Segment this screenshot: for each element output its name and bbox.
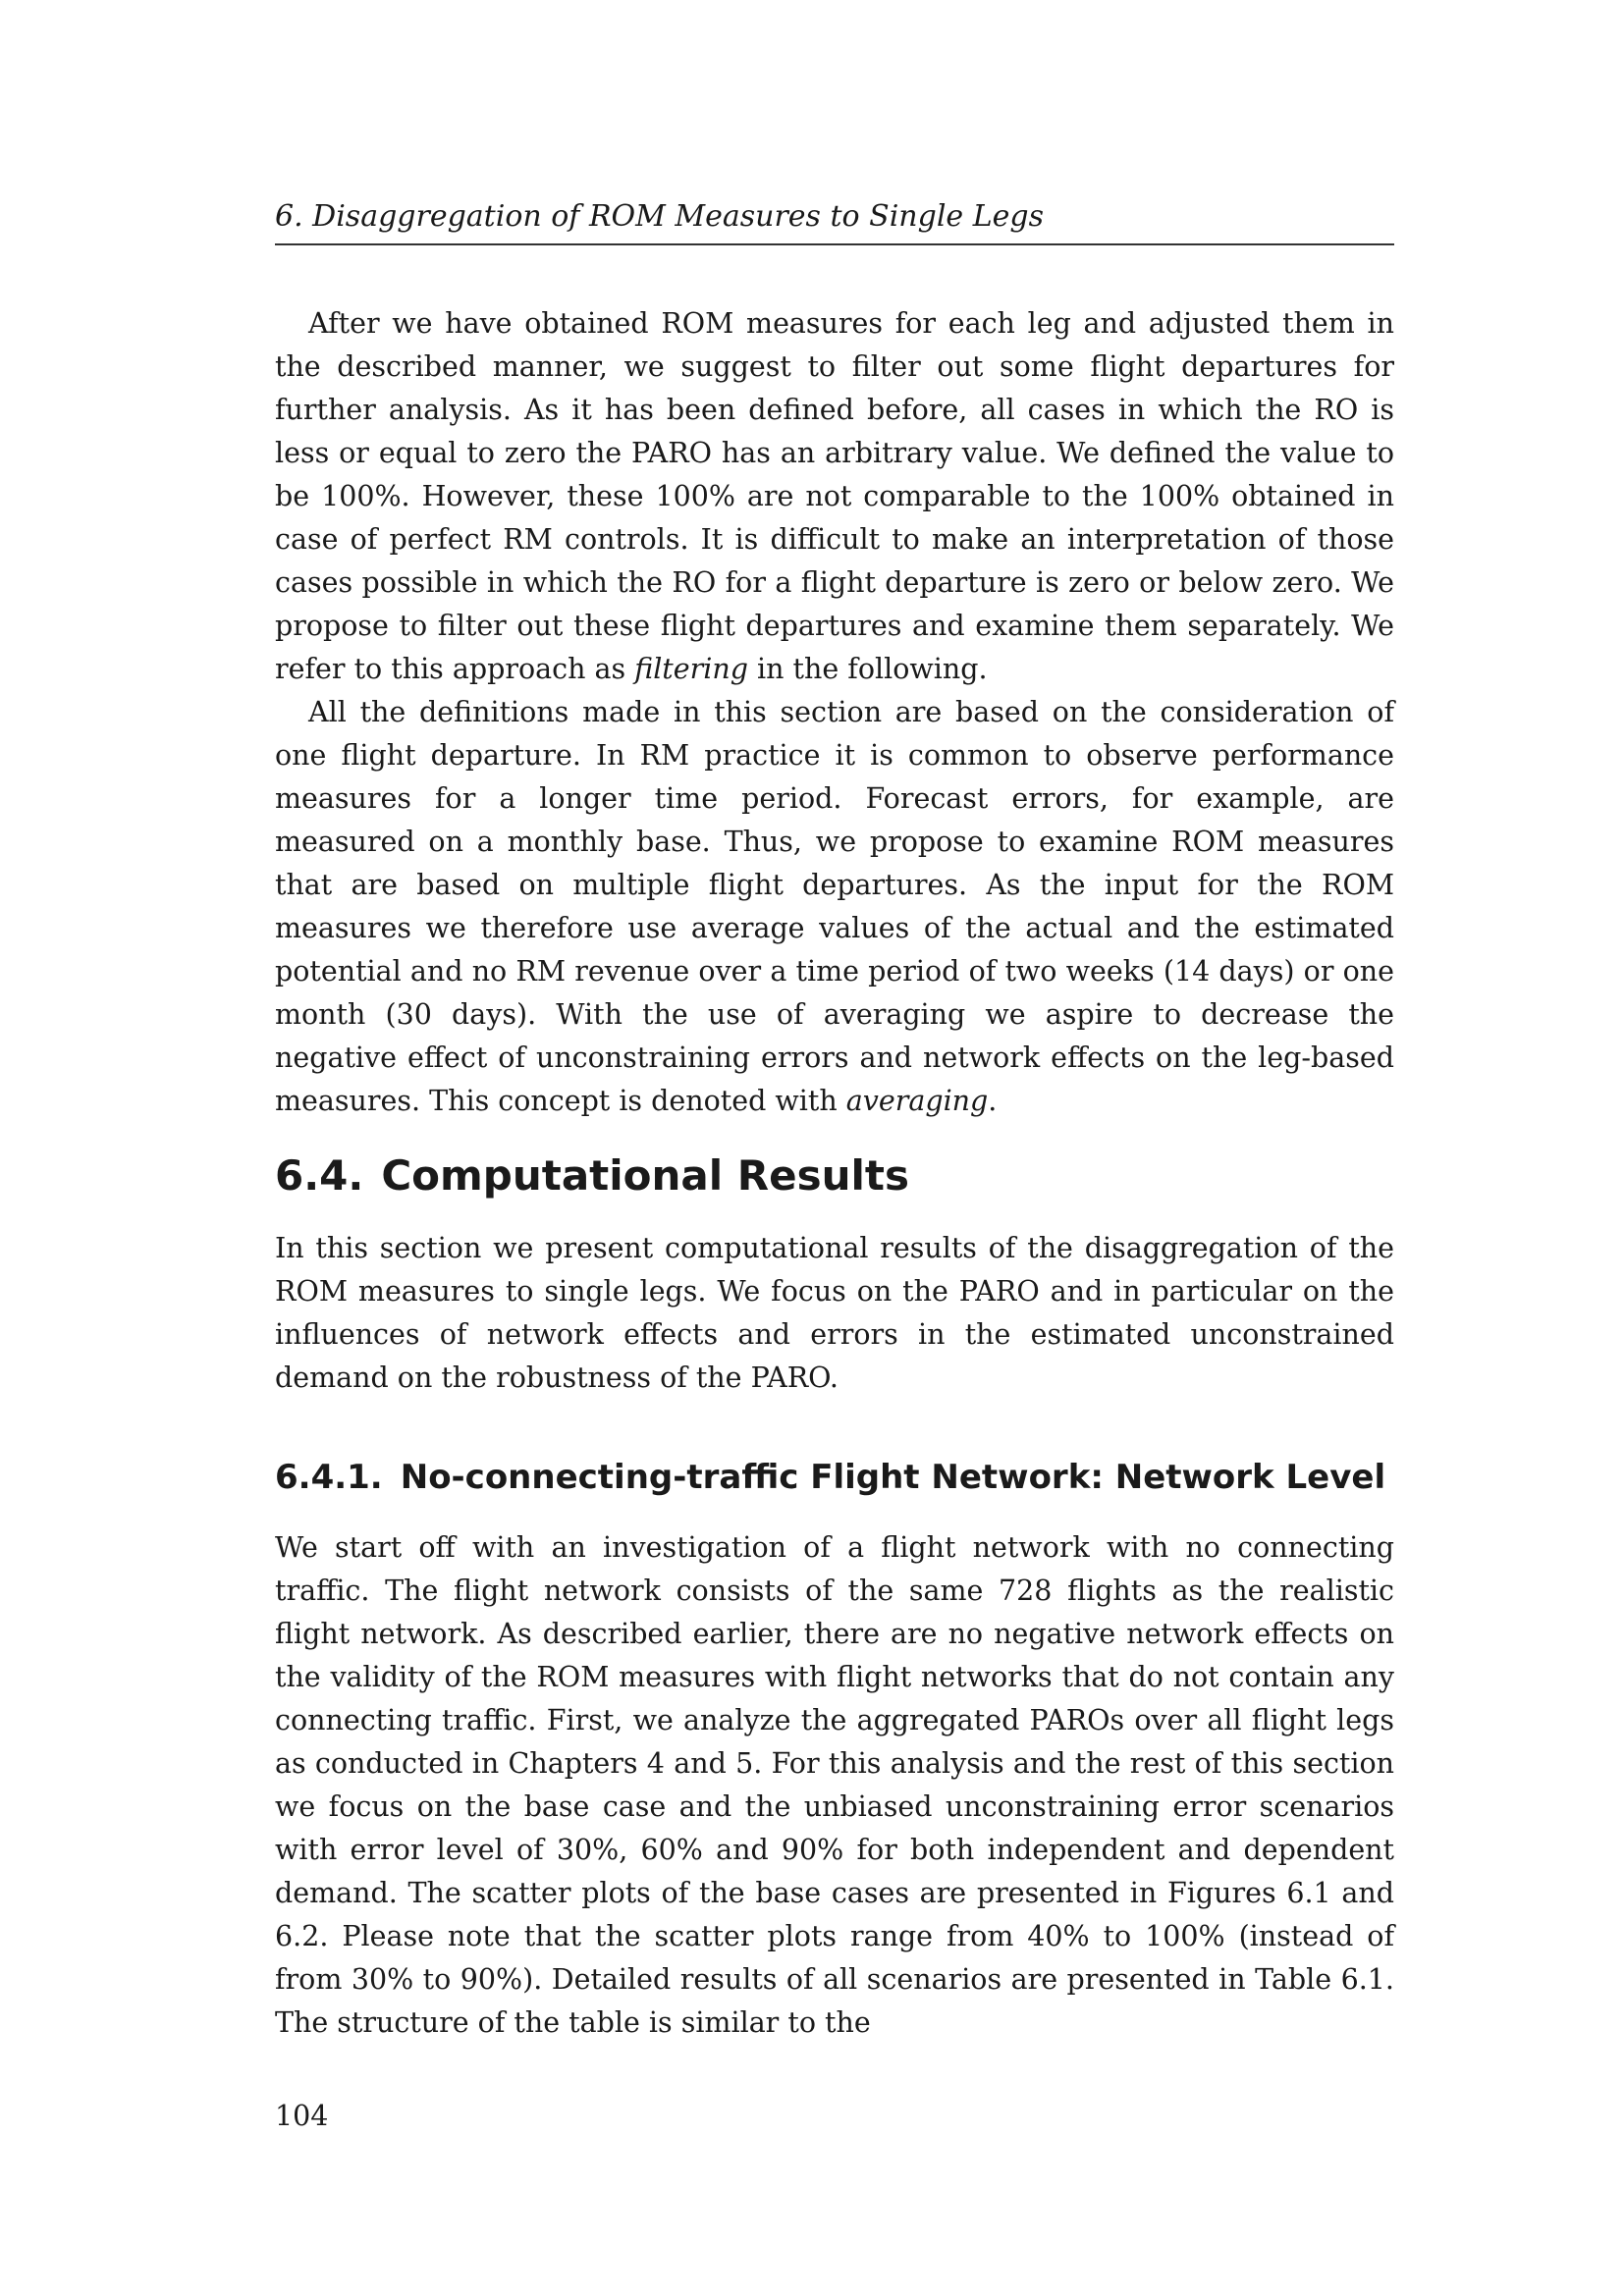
term-filtering: filtering <box>634 653 748 685</box>
running-header-title: 6. Disaggregation of ROM Measures to Single Legs <box>275 199 1044 234</box>
section-number: 6.4. <box>275 1151 364 1200</box>
running-header <box>275 192 1394 245</box>
subsection-heading <box>275 1453 1394 1502</box>
section-title: Computational Results <box>381 1151 909 1200</box>
section-heading <box>275 1147 1394 1205</box>
intro-text-block <box>275 302 1394 1123</box>
page-number: 104 <box>275 2100 329 2132</box>
paragraph-no-connecting-traffic: We start off with an investigation of a flight network with no connecting traffic. The flight network consists of the same 728 flights as the realistic flight network. As described earlier, there are no negative network effects on the validity of the ROM measures with flight networks that do not contain any connecting traffic. First, we analyze the aggregated PAROs over all flight legs as conducted in Chapters 4 and 5. For this analysis and the rest of this section we focus on the base case and the unbiased unconstraining error scenarios with error level of 30%, 60% and 90% for both independent and dependent demand. The scatter plots of the base cases are presented in Figures 6.1 and 6.2. Please note that the scatter plots range from 40% to 100% (instead of from 30% to 90%). Detailed results of all scenarios are presented in Table 6.1. The structure of the table is similar to the <box>275 1531 1394 2039</box>
paragraph-section-intro: In this section we present computational results of the disaggregation of the ROM measures to single legs. We focus on the PARO and in particular on the influences of network effects and errors in the estimated unconstrained demand on the robustness of the PARO. <box>275 1232 1394 1394</box>
subsection-number: 6.4.1. <box>275 1458 383 1497</box>
subsection-title: No-connecting-traffic Flight Network: Network Level <box>400 1458 1386 1497</box>
term-averaging: averaging <box>845 1085 989 1117</box>
paragraph-filtering: After we have obtained ROM measures for each leg and adjusted them in the described manner, we suggest to filter out some flight departures for further analysis. As it has been defined before, all cases in which the RO is less or equal to zero the PARO has an arbitrary value. We defined the value to be 100%. However, these 100% are not comparable to the 100% obtained in case of perfect RM controls. It is difficult to make an interpretation of those cases possible in which the RO for a flight departure is zero or below zero. We propose to filter out these flight departures and examine them separately. We refer to this approach as filtering in the following. <box>275 307 1394 685</box>
subsection-text-block <box>275 1526 1394 2045</box>
paragraph-averaging: All the definitions made in this section are based on the consideration of one flight departure. In RM practice it is common to observe performance measures for a longer time period. Forecast errors, for example, are measured on a monthly base. Thus, we propose to examine ROM measures that are based on multiple flight departures. As the input for the ROM measures we therefore use average values of the actual and the estimated potential and no RM revenue over a time period of two weeks (14 days) or one month (30 days). With the use of averaging we aspire to decrease the negative effect of unconstraining errors and network effects on the leg-based measures. This concept is denoted with averaging. <box>275 696 1394 1117</box>
section-text-block <box>275 1227 1394 1400</box>
